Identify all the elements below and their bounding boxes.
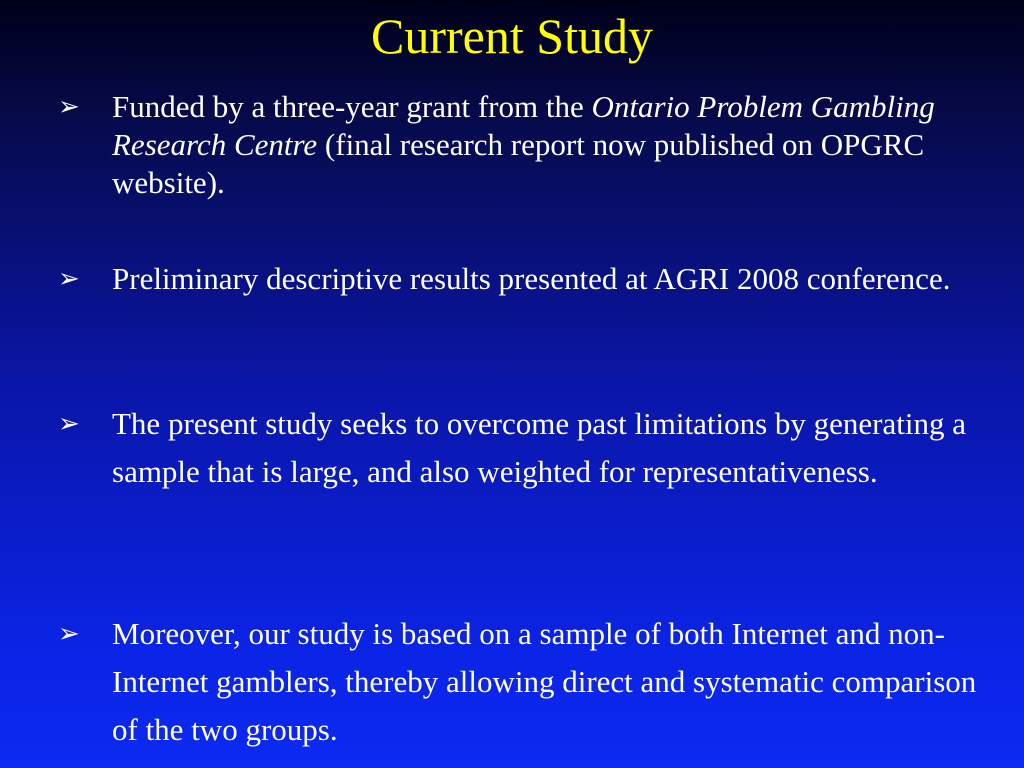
bullet-item-present-study [58, 400, 988, 496]
bullet-text-pre: Funded by a three-year grant from the [112, 89, 592, 124]
arrow-bullet-icon: ➢ [58, 92, 80, 122]
bullet-item-funding [58, 88, 988, 202]
bullet-text-post: (final research report now published on OPGRC website). [112, 127, 925, 200]
bullet-item-preliminary [58, 260, 988, 298]
bullet-item-moreover [58, 610, 988, 754]
arrow-bullet-icon: ➢ [58, 264, 80, 294]
bullet-text: The present study seeks to overcome past limitations by generating a sample that is large, and also weighted for representativeness. [112, 406, 966, 489]
slide-title: Current Study [371, 8, 653, 64]
bullet-text: Moreover, our study is based on a sample of both Internet and non-Internet gamblers, thereby allowing direct and systematic comparison of the two groups. [112, 616, 977, 747]
bullet-text: Preliminary descriptive results presented at AGRI 2008 conference. [112, 261, 951, 296]
bullet-text-emphasis: Ontario Problem Gambling Research Centre [112, 89, 935, 162]
arrow-bullet-icon: ➢ [58, 409, 80, 439]
bullet-text [112, 88, 988, 202]
arrow-bullet-icon: ➢ [58, 619, 80, 649]
